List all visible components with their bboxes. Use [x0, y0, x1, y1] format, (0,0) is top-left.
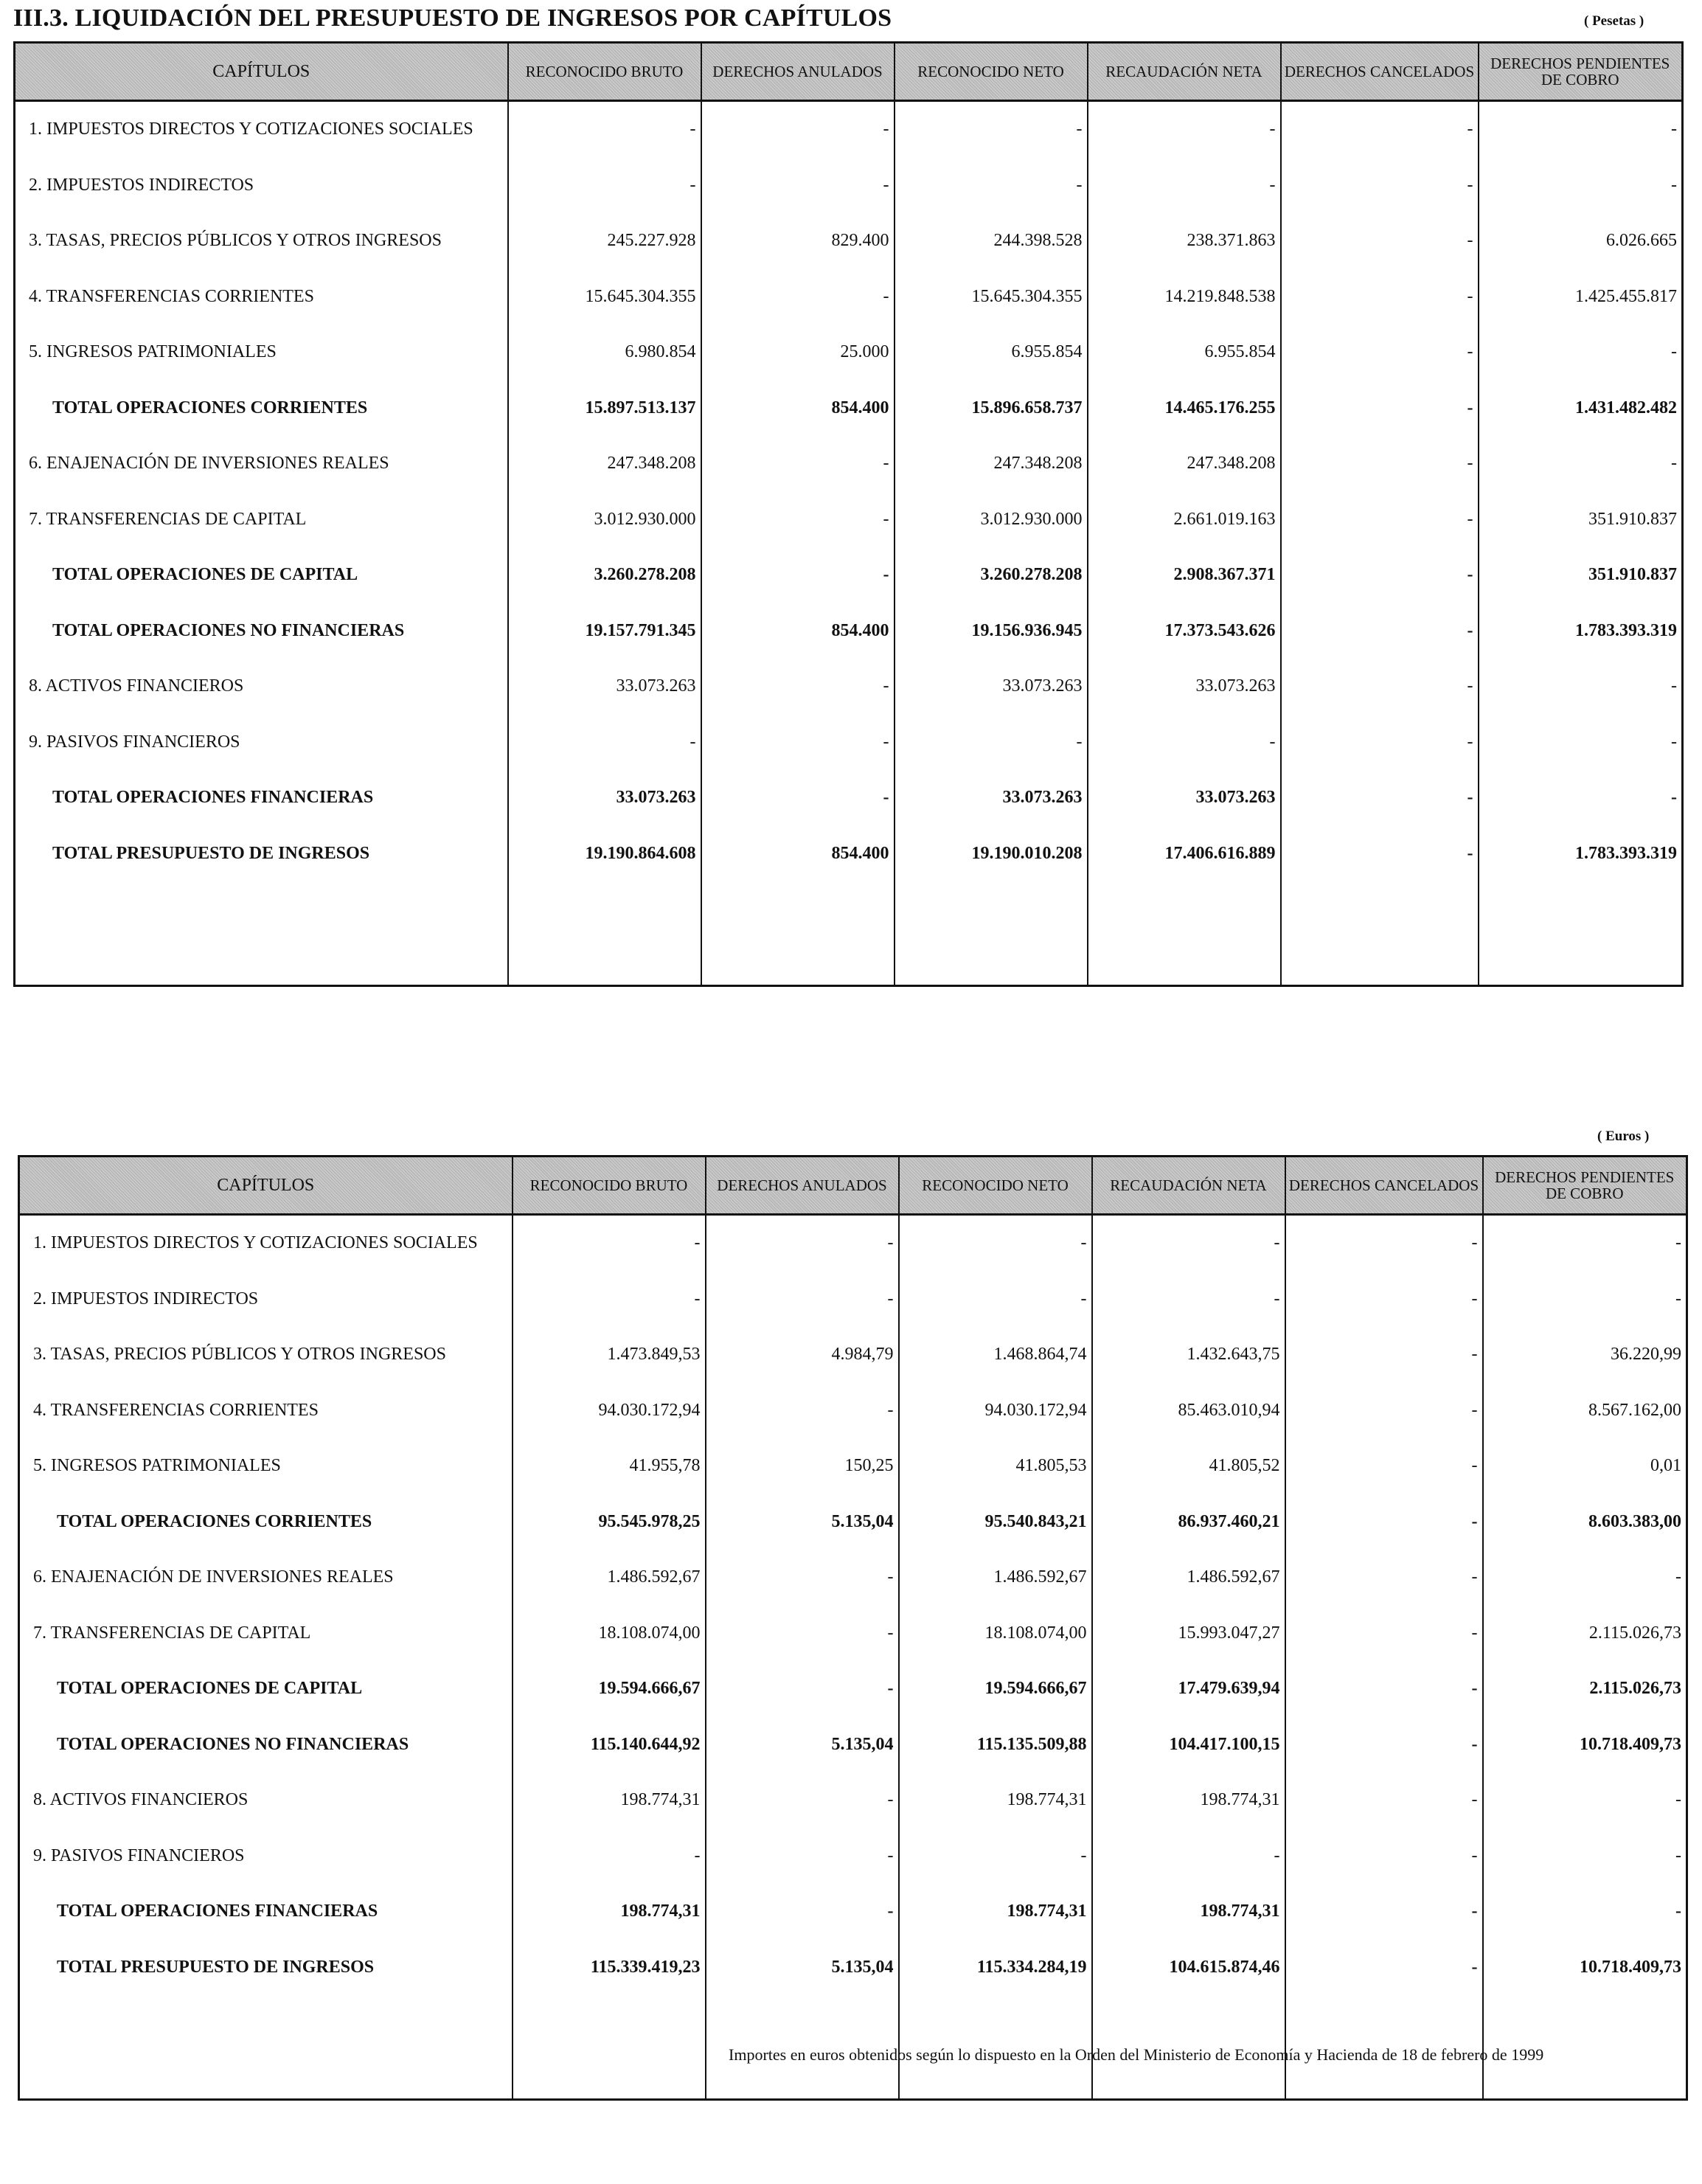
row-label: TOTAL OPERACIONES FINANCIERAS: [15, 770, 508, 826]
cell-bruto: 19.190.864.608: [508, 826, 701, 882]
table-row: [15, 436, 1683, 492]
total-row: [19, 1661, 1687, 1717]
total-row: [15, 603, 1683, 659]
empty-cell: [15, 881, 508, 986]
cell-cancelados: -: [1281, 269, 1479, 325]
cell-neto: 19.190.010.208: [895, 826, 1088, 882]
row-label: 3. TASAS, PRECIOS PÚBLICOS Y OTROS INGRESOS: [15, 213, 508, 269]
cell-pendientes: 8.603.383,00: [1483, 1494, 1687, 1550]
cell-neto: -: [899, 1272, 1092, 1328]
cell-anulados: -: [701, 659, 895, 715]
cell-pendientes: 10.718.409,73: [1483, 1940, 1687, 1996]
cell-bruto: -: [508, 158, 701, 214]
table-row: [15, 269, 1683, 325]
cell-bruto: 19.594.666,67: [513, 1661, 706, 1717]
table-row: [15, 101, 1683, 158]
header-row: [19, 1157, 1687, 1215]
cell-recaudacion: 14.465.176.255: [1088, 381, 1281, 437]
cell-recaudacion: 85.463.010,94: [1092, 1383, 1285, 1439]
cell-pendientes: 2.115.026,73: [1483, 1661, 1687, 1717]
col-header-recaudacion-neta: RECAUDACIÓN NETA: [1092, 1157, 1285, 1215]
currency-unit-pesetas: ( Pesetas ): [1584, 13, 1644, 29]
cell-anulados: 150,25: [706, 1438, 899, 1494]
cell-pendientes: 1.783.393.319: [1479, 826, 1683, 882]
row-label: TOTAL OPERACIONES DE CAPITAL: [15, 547, 508, 603]
total-row: [19, 1494, 1687, 1550]
cell-pendientes: 36.220,99: [1483, 1327, 1687, 1383]
total-row: [15, 381, 1683, 437]
cell-neto: 115.135.509,88: [899, 1717, 1092, 1773]
cell-recaudacion: 17.373.543.626: [1088, 603, 1281, 659]
row-label: TOTAL OPERACIONES DE CAPITAL: [19, 1661, 513, 1717]
total-row: [19, 1940, 1687, 1996]
cell-neto: -: [895, 101, 1088, 158]
row-label: 1. IMPUESTOS DIRECTOS Y COTIZACIONES SOCIALES: [19, 1215, 513, 1272]
cell-neto: -: [899, 1215, 1092, 1272]
col-header-reconocido-neto: RECONOCIDO NETO: [895, 43, 1088, 101]
empty-cell: [19, 1995, 513, 2100]
cell-recaudacion: 41.805,52: [1092, 1438, 1285, 1494]
col-header-derechos-pendientes: DERECHOS PENDIENTES DE COBRO: [1483, 1157, 1687, 1215]
cell-neto: 19.156.936.945: [895, 603, 1088, 659]
cell-recaudacion: 17.406.616.889: [1088, 826, 1281, 882]
cell-bruto: -: [508, 101, 701, 158]
cell-anulados: -: [701, 158, 895, 214]
cell-neto: 198.774,31: [899, 1772, 1092, 1828]
cell-neto: -: [895, 715, 1088, 771]
cell-neto: 244.398.528: [895, 213, 1088, 269]
col-header-derechos-cancelados: DERECHOS CANCELADOS: [1285, 1157, 1483, 1215]
cell-recaudacion: 2.908.367.371: [1088, 547, 1281, 603]
cell-bruto: 33.073.263: [508, 770, 701, 826]
row-label: 5. INGRESOS PATRIMONIALES: [19, 1438, 513, 1494]
cell-cancelados: -: [1285, 1772, 1483, 1828]
cell-neto: 33.073.263: [895, 770, 1088, 826]
cell-bruto: 3.260.278.208: [508, 547, 701, 603]
table-row: [19, 1828, 1687, 1885]
cell-bruto: 6.980.854: [508, 325, 701, 381]
cell-pendientes: -: [1479, 101, 1683, 158]
row-label: 6. ENAJENACIÓN DE INVERSIONES REALES: [19, 1550, 513, 1606]
cell-anulados: 854.400: [701, 381, 895, 437]
cell-neto: 15.896.658.737: [895, 381, 1088, 437]
cell-pendientes: 10.718.409,73: [1483, 1717, 1687, 1773]
empty-cell: [1479, 881, 1683, 986]
cell-neto: 41.805,53: [899, 1438, 1092, 1494]
cell-neto: 18.108.074,00: [899, 1606, 1092, 1662]
cell-bruto: 115.140.644,92: [513, 1717, 706, 1773]
cell-anulados: -: [706, 1606, 899, 1662]
row-label: 8. ACTIVOS FINANCIEROS: [15, 659, 508, 715]
empty-cell: [895, 881, 1088, 986]
col-header-derechos-cancelados: DERECHOS CANCELADOS: [1281, 43, 1479, 101]
cell-anulados: -: [706, 1772, 899, 1828]
cell-pendientes: -: [1483, 1828, 1687, 1885]
cell-cancelados: -: [1281, 659, 1479, 715]
empty-cell: [1088, 881, 1281, 986]
cell-anulados: -: [706, 1661, 899, 1717]
total-row: [15, 770, 1683, 826]
table-row: [15, 715, 1683, 771]
cell-recaudacion: 104.615.874,46: [1092, 1940, 1285, 1996]
cell-pendientes: -: [1483, 1772, 1687, 1828]
row-label: TOTAL OPERACIONES FINANCIERAS: [19, 1884, 513, 1940]
table-row: [19, 1327, 1687, 1383]
cell-cancelados: -: [1285, 1884, 1483, 1940]
cell-cancelados: -: [1281, 436, 1479, 492]
cell-cancelados: -: [1285, 1327, 1483, 1383]
cell-anulados: -: [701, 770, 895, 826]
cell-anulados: 829.400: [701, 213, 895, 269]
currency-unit-euros: ( Euros ): [1597, 1129, 1650, 1144]
cell-neto: 19.594.666,67: [899, 1661, 1092, 1717]
cell-neto: 1.468.864,74: [899, 1327, 1092, 1383]
cell-anulados: 25.000: [701, 325, 895, 381]
col-header-reconocido-bruto: RECONOCIDO BRUTO: [508, 43, 701, 101]
cell-pendientes: -: [1479, 158, 1683, 214]
cell-anulados: 854.400: [701, 826, 895, 882]
cell-neto: 3.012.930.000: [895, 492, 1088, 548]
cell-recaudacion: -: [1088, 101, 1281, 158]
total-row: [15, 547, 1683, 603]
row-label: 6. ENAJENACIÓN DE INVERSIONES REALES: [15, 436, 508, 492]
cell-anulados: -: [701, 269, 895, 325]
cell-bruto: 94.030.172,94: [513, 1383, 706, 1439]
cell-cancelados: -: [1285, 1940, 1483, 1996]
cell-recaudacion: -: [1092, 1828, 1285, 1885]
row-label: TOTAL OPERACIONES CORRIENTES: [19, 1494, 513, 1550]
cell-anulados: 5.135,04: [706, 1940, 899, 1996]
cell-cancelados: -: [1281, 547, 1479, 603]
empty-cell: [508, 881, 701, 986]
page-title: III.3. LIQUIDACIÓN DEL PRESUPUESTO DE INGRESOS POR CAPÍTULOS: [13, 4, 892, 32]
row-label: 5. INGRESOS PATRIMONIALES: [15, 325, 508, 381]
cell-neto: 115.334.284,19: [899, 1940, 1092, 1996]
cell-anulados: -: [701, 436, 895, 492]
table-row: [19, 1550, 1687, 1606]
cell-bruto: 1.473.849,53: [513, 1327, 706, 1383]
cell-pendientes: -: [1483, 1550, 1687, 1606]
cell-bruto: 115.339.419,23: [513, 1940, 706, 1996]
cell-cancelados: -: [1281, 603, 1479, 659]
table-row: [19, 1272, 1687, 1328]
cell-anulados: -: [701, 492, 895, 548]
cell-neto: 94.030.172,94: [899, 1383, 1092, 1439]
total-row: [15, 826, 1683, 882]
cell-cancelados: -: [1281, 770, 1479, 826]
cell-cancelados: -: [1285, 1550, 1483, 1606]
row-label: TOTAL OPERACIONES NO FINANCIERAS: [15, 603, 508, 659]
cell-neto: 198.774,31: [899, 1884, 1092, 1940]
cell-pendientes: 1.425.455.817: [1479, 269, 1683, 325]
col-header-capitulos: CAPÍTULOS: [15, 43, 508, 101]
cell-anulados: -: [706, 1215, 899, 1272]
cell-cancelados: -: [1281, 325, 1479, 381]
cell-neto: 95.540.843,21: [899, 1494, 1092, 1550]
cell-recaudacion: 15.993.047,27: [1092, 1606, 1285, 1662]
cell-anulados: 5.135,04: [706, 1494, 899, 1550]
cell-bruto: -: [513, 1272, 706, 1328]
table-row: [19, 1215, 1687, 1272]
cell-anulados: -: [701, 715, 895, 771]
cell-cancelados: -: [1281, 213, 1479, 269]
cell-pendientes: -: [1479, 436, 1683, 492]
cell-recaudacion: 1.432.643,75: [1092, 1327, 1285, 1383]
table-row: [15, 492, 1683, 548]
cell-recaudacion: 2.661.019.163: [1088, 492, 1281, 548]
cell-bruto: -: [508, 715, 701, 771]
cell-bruto: 198.774,31: [513, 1884, 706, 1940]
footnote: Importes en euros obtenidos según lo dispuesto en la Orden del Ministerio de Economía y Hacienda de 18 de febrero de 1999: [729, 2045, 1544, 2064]
cell-recaudacion: 1.486.592,67: [1092, 1550, 1285, 1606]
cell-cancelados: -: [1285, 1215, 1483, 1272]
cell-cancelados: -: [1285, 1438, 1483, 1494]
cell-neto: 247.348.208: [895, 436, 1088, 492]
pesetas-table: [13, 41, 1684, 987]
row-label: TOTAL PRESUPUESTO DE INGRESOS: [19, 1940, 513, 1996]
table-row: [19, 1606, 1687, 1662]
cell-bruto: 95.545.978,25: [513, 1494, 706, 1550]
total-row: [19, 1884, 1687, 1940]
cell-neto: 6.955.854: [895, 325, 1088, 381]
col-header-recaudacion-neta: RECAUDACIÓN NETA: [1088, 43, 1281, 101]
cell-recaudacion: 86.937.460,21: [1092, 1494, 1285, 1550]
cell-anulados: 5.135,04: [706, 1717, 899, 1773]
cell-bruto: 245.227.928: [508, 213, 701, 269]
row-label: 8. ACTIVOS FINANCIEROS: [19, 1772, 513, 1828]
cell-anulados: -: [706, 1550, 899, 1606]
cell-bruto: -: [513, 1828, 706, 1885]
cell-neto: 15.645.304.355: [895, 269, 1088, 325]
col-header-derechos-anulados: DERECHOS ANULADOS: [706, 1157, 899, 1215]
cell-neto: 33.073.263: [895, 659, 1088, 715]
cell-cancelados: -: [1285, 1606, 1483, 1662]
cell-recaudacion: 33.073.263: [1088, 659, 1281, 715]
cell-cancelados: -: [1281, 158, 1479, 214]
cell-bruto: 41.955,78: [513, 1438, 706, 1494]
row-label: 9. PASIVOS FINANCIEROS: [19, 1828, 513, 1885]
row-label: 7. TRANSFERENCIAS DE CAPITAL: [15, 492, 508, 548]
cell-neto: -: [895, 158, 1088, 214]
row-label: 9. PASIVOS FINANCIEROS: [15, 715, 508, 771]
cell-recaudacion: 238.371.863: [1088, 213, 1281, 269]
cell-bruto: -: [513, 1215, 706, 1272]
row-label: 4. TRANSFERENCIAS CORRIENTES: [19, 1383, 513, 1439]
cell-anulados: 854.400: [701, 603, 895, 659]
cell-bruto: 247.348.208: [508, 436, 701, 492]
col-header-reconocido-bruto: RECONOCIDO BRUTO: [513, 1157, 706, 1215]
row-label: TOTAL PRESUPUESTO DE INGRESOS: [15, 826, 508, 882]
cell-cancelados: -: [1285, 1383, 1483, 1439]
cell-pendientes: 351.910.837: [1479, 492, 1683, 548]
row-label: 7. TRANSFERENCIAS DE CAPITAL: [19, 1606, 513, 1662]
table-row: [19, 1383, 1687, 1439]
col-header-capitulos: CAPÍTULOS: [19, 1157, 513, 1215]
cell-pendientes: 8.567.162,00: [1483, 1383, 1687, 1439]
cell-cancelados: -: [1285, 1661, 1483, 1717]
cell-cancelados: -: [1281, 101, 1479, 158]
table-row: [15, 325, 1683, 381]
cell-recaudacion: 104.417.100,15: [1092, 1717, 1285, 1773]
col-header-derechos-pendientes: DERECHOS PENDIENTES DE COBRO: [1479, 43, 1683, 101]
cell-pendientes: -: [1483, 1884, 1687, 1940]
cell-pendientes: 1.431.482.482: [1479, 381, 1683, 437]
cell-cancelados: -: [1285, 1828, 1483, 1885]
row-label: 1. IMPUESTOS DIRECTOS Y COTIZACIONES SOCIALES: [15, 101, 508, 158]
euros-table: [18, 1155, 1688, 2101]
col-header-derechos-anulados: DERECHOS ANULADOS: [701, 43, 895, 101]
total-row: [19, 1717, 1687, 1773]
cell-anulados: 4.984,79: [706, 1327, 899, 1383]
row-label: 2. IMPUESTOS INDIRECTOS: [15, 158, 508, 214]
row-label: 2. IMPUESTOS INDIRECTOS: [19, 1272, 513, 1328]
table-row: [19, 1438, 1687, 1494]
cell-anulados: -: [706, 1272, 899, 1328]
table-row: [15, 659, 1683, 715]
cell-pendientes: -: [1479, 770, 1683, 826]
cell-recaudacion: 198.774,31: [1092, 1772, 1285, 1828]
cell-recaudacion: 17.479.639,94: [1092, 1661, 1285, 1717]
cell-recaudacion: 14.219.848.538: [1088, 269, 1281, 325]
cell-bruto: 19.157.791.345: [508, 603, 701, 659]
cell-anulados: -: [701, 547, 895, 603]
cell-anulados: -: [706, 1828, 899, 1885]
cell-cancelados: -: [1281, 715, 1479, 771]
cell-bruto: 198.774,31: [513, 1772, 706, 1828]
cell-pendientes: -: [1483, 1272, 1687, 1328]
cell-pendientes: 6.026.665: [1479, 213, 1683, 269]
cell-pendientes: -: [1479, 715, 1683, 771]
cell-pendientes: 2.115.026,73: [1483, 1606, 1687, 1662]
cell-cancelados: -: [1285, 1272, 1483, 1328]
cell-bruto: 3.012.930.000: [508, 492, 701, 548]
cell-pendientes: -: [1479, 325, 1683, 381]
cell-cancelados: -: [1281, 381, 1479, 437]
row-label: TOTAL OPERACIONES CORRIENTES: [15, 381, 508, 437]
empty-cell: [513, 1995, 706, 2100]
row-label: TOTAL OPERACIONES NO FINANCIERAS: [19, 1717, 513, 1773]
table-row: [15, 158, 1683, 214]
spacer-row: [15, 881, 1683, 986]
cell-recaudacion: 198.774,31: [1092, 1884, 1285, 1940]
row-label: 4. TRANSFERENCIAS CORRIENTES: [15, 269, 508, 325]
cell-pendientes: -: [1479, 659, 1683, 715]
empty-cell: [1281, 881, 1479, 986]
cell-bruto: 18.108.074,00: [513, 1606, 706, 1662]
cell-bruto: 15.645.304.355: [508, 269, 701, 325]
cell-recaudacion: -: [1088, 158, 1281, 214]
cell-recaudacion: 33.073.263: [1088, 770, 1281, 826]
cell-cancelados: -: [1285, 1717, 1483, 1773]
cell-anulados: -: [706, 1383, 899, 1439]
cell-cancelados: -: [1281, 492, 1479, 548]
cell-pendientes: 0,01: [1483, 1438, 1687, 1494]
cell-anulados: -: [706, 1884, 899, 1940]
cell-pendientes: 351.910.837: [1479, 547, 1683, 603]
col-header-reconocido-neto: RECONOCIDO NETO: [899, 1157, 1092, 1215]
cell-pendientes: 1.783.393.319: [1479, 603, 1683, 659]
cell-bruto: 33.073.263: [508, 659, 701, 715]
row-label: 3. TASAS, PRECIOS PÚBLICOS Y OTROS INGRESOS: [19, 1327, 513, 1383]
table-row: [15, 213, 1683, 269]
cell-bruto: 1.486.592,67: [513, 1550, 706, 1606]
cell-anulados: -: [701, 101, 895, 158]
cell-recaudacion: -: [1092, 1272, 1285, 1328]
cell-cancelados: -: [1285, 1494, 1483, 1550]
table-row: [19, 1772, 1687, 1828]
cell-cancelados: -: [1281, 826, 1479, 882]
cell-neto: -: [899, 1828, 1092, 1885]
cell-recaudacion: 6.955.854: [1088, 325, 1281, 381]
cell-bruto: 15.897.513.137: [508, 381, 701, 437]
header-row: [15, 43, 1683, 101]
cell-neto: 3.260.278.208: [895, 547, 1088, 603]
cell-pendientes: -: [1483, 1215, 1687, 1272]
cell-neto: 1.486.592,67: [899, 1550, 1092, 1606]
empty-cell: [701, 881, 895, 986]
cell-recaudacion: -: [1088, 715, 1281, 771]
cell-recaudacion: -: [1092, 1215, 1285, 1272]
cell-recaudacion: 247.348.208: [1088, 436, 1281, 492]
